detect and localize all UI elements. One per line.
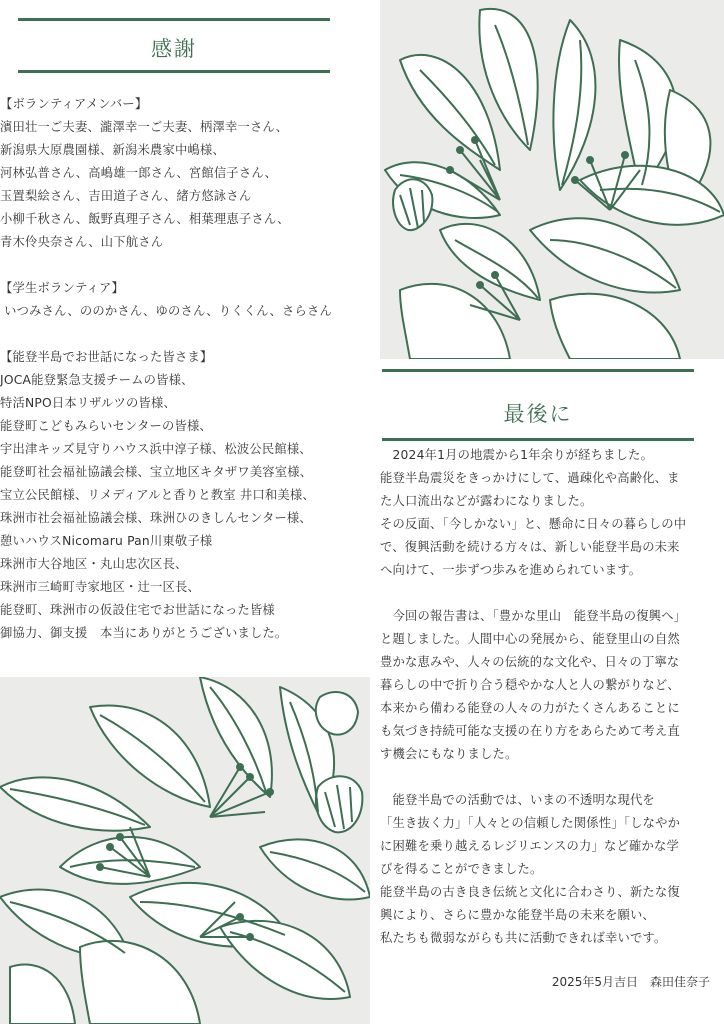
text-line: 能登町、珠洲市の仮設住宅でお世話になった皆様: [0, 603, 275, 617]
text-line: に困難を乗り越えるレジリエンスの力」など確かな学: [380, 839, 680, 853]
text-line: 能登町こどもみらいセンターの皆様、: [0, 419, 212, 433]
closing-title: 最後に: [503, 402, 573, 426]
text-line: 【学生ボランティア】: [0, 281, 124, 295]
text-line: 本来から備わる能登の人々の力がたくさんあることに: [380, 701, 680, 715]
text-line: 新潟県大原農園様、新潟米農家中嶋様、: [0, 143, 225, 157]
text-line: 珠洲市三崎町寺家地区・辻一区長、: [0, 580, 200, 594]
closing-rule-bottom: [382, 438, 694, 441]
text-line: 濱田壮一ご夫妻、瀧澤幸一ご夫妻、柄澤幸一さん、: [0, 120, 289, 134]
text-line: 珠洲市大谷地区・丸山忠次区長、: [0, 557, 188, 571]
lily-illustration-bottom: [0, 677, 370, 1024]
text-line: JOCA能登緊急支援チームの皆様、: [0, 373, 194, 387]
text-line: 珠洲市社会福祉協議会様、珠洲ひのきしんセンター様、: [0, 511, 312, 525]
closing-rule-top: [382, 369, 694, 372]
text-line: で、復興活動を続ける方々は、新しい能登半島の未来: [380, 540, 680, 554]
text-line: す機会にもなりました。: [380, 747, 518, 761]
thanks-body: [0, 93, 378, 668]
text-line: 【能登半島でお世話になった皆さま】: [0, 350, 213, 364]
text-line: 私たちも微弱ながらも共に活動できれば幸いです。: [380, 931, 667, 945]
text-line: 豊かな恵みや、人々の伝統的な文化や、日々の丁寧な: [380, 655, 680, 669]
text-line: 【ボランティアメンバー】: [0, 97, 148, 111]
closing-body: [380, 444, 724, 973]
student-volunteers-section: [0, 277, 378, 323]
text-line: その反面、「今しかない」と、懸命に日々の暮らしの中: [380, 517, 687, 531]
text-line: と題しました。人間中心の発展から、能登里山の自然: [380, 632, 680, 646]
text-line: 小柳千秋さん、飯野真理子さん、相葉理恵子さん、: [0, 212, 290, 226]
text-line: 玉置梨絵さん、吉田道子さん、緒方悠詠さん: [0, 189, 252, 203]
noto-supporters-section: [0, 346, 378, 645]
text-line: びを得ることができました。: [380, 862, 543, 876]
text-line: 特活NPO日本リザルツの皆様、: [0, 396, 176, 410]
volunteer-members-section: [0, 93, 378, 254]
closing-paragraph: [380, 605, 724, 766]
text-line: いつみさん、ののかさん、ゆのさん、りくくん、さらさん: [0, 304, 332, 318]
text-line: た人口流出などが露わになりました。: [380, 494, 593, 508]
text-line: 能登半島震災をきっかけにして、過疎化や高齢化、ま: [380, 471, 680, 485]
text-line: 興により、さらに豊かな能登半島の未来を願い、: [380, 908, 655, 922]
signature-date: 2025年5月吉日 森田佳奈子: [551, 975, 710, 989]
thanks-rule-top: [18, 18, 330, 21]
thanks-rule-bottom: [18, 70, 330, 73]
text-line: 能登町社会福祉協議会様、宝立地区キタザワ美容室様、: [0, 465, 313, 479]
text-line: 憩いハウスNicomaru Pan川東敬子様: [0, 534, 213, 548]
text-line: 河林弘普さん、高嶋雄一郎さん、宮館信子さん、: [0, 166, 278, 180]
text-line: 青木伶央奈さん、山下航さん: [0, 235, 164, 249]
text-line: 宝立公民館様、リメディアルと香りと教室 井口和美様、: [0, 488, 315, 502]
text-line: 暮らしの中で折り合う穏やかな人と人の繋がりなど、: [380, 678, 680, 692]
lily-illustration-top: [380, 0, 724, 359]
text-line: 今回の報告書は、「豊かな里山 能登半島の復興へ」: [380, 609, 687, 623]
thanks-title: 感謝: [151, 37, 197, 61]
text-line: 能登半島の古き良き伝統と文化に合わさり、新たな復: [380, 885, 680, 899]
text-line: 2024年1月の地震から1年余りが経ちました。: [380, 448, 654, 462]
closing-paragraph: [380, 444, 724, 582]
closing-paragraph: [380, 789, 724, 950]
text-line: 御協力、御支援 本当にありがとうございました。: [0, 626, 288, 640]
text-line: 能登半島での活動では、いまの不透明な現代を: [380, 793, 655, 807]
text-line: 「生き抜く力」「人々との信頼した関係性」「しなやか: [380, 816, 681, 830]
text-line: へ向けて、一歩ずつ歩みを進められています。: [380, 563, 642, 577]
text-line: 宇出津キッズ見守りハウス浜中淳子様、松波公民館様、: [0, 442, 312, 456]
text-line: も気づき持続可能な支援の在り方をあらためて考え直: [380, 724, 680, 738]
